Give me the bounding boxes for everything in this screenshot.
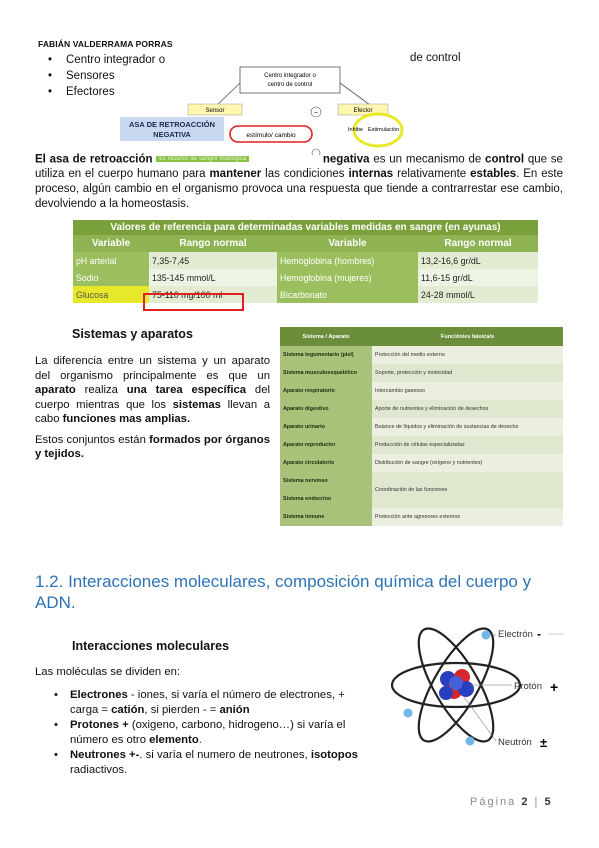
table-cell: 11,6-15 gr/dL (418, 269, 538, 286)
estimula-label: Estimulación (368, 127, 400, 133)
systems-paragraph: La diferencia entre un sistema y un aparato del organismo principalmente es que un aparato realiza una tarea específica del cuerpo mientras que los sistemas llevan a cabo funciones mas amplias. Estos conjuntos están formados por órganos y tejidos. (35, 355, 271, 460)
table-cell: 75-110 mg/100 ml (149, 286, 277, 303)
section-title: 1.2. Interacciones moleculares, composición química del cuerpo y ADN. (35, 572, 532, 612)
atom-illustration (388, 613, 568, 763)
proton-label: Protón (514, 681, 542, 692)
effector-label: Efector (353, 108, 373, 114)
list-item: • Sensores (48, 68, 165, 84)
table-row: Aparato reproductor Producción de células especializadas (280, 436, 563, 454)
neutron-sign: ± (540, 735, 548, 750)
column-header: Rango normal (149, 235, 277, 252)
table-cell: Bicarbonato (277, 286, 418, 303)
asa-label-2: NEGATIVA (153, 130, 191, 139)
glucose-highlight-box (143, 293, 244, 311)
effector-arrow (340, 83, 370, 105)
feedback-paragraph: El asa de retroacción es recurso de sangre fisiológica negativa es un mecanismo de control que se utiliza en el cuerpo humano para mantener las condiciones internas relativamente estables. En este proceso, algún cambio en el organismo provoca una respuesta que tiende a contrarrestar ese cambio, devolviendo a la homeostasis. (35, 153, 563, 210)
proton-sign: + (550, 679, 559, 695)
feedback-loop-diagram (120, 55, 410, 155)
control-center-box (240, 67, 340, 93)
author-name: FABIÁN VALDERRAMA PORRAS (38, 39, 173, 49)
table-cell: 135-145 mmol/L (149, 269, 277, 286)
reference-values-table (73, 220, 538, 303)
sensor-arrow (215, 83, 240, 107)
molecules-lead: Las moléculas se dividen en: (35, 666, 181, 678)
table-row: Aparato urinario Balance de líquidos y eliminación de sustancias de desecho (280, 418, 563, 436)
table-row (73, 269, 538, 286)
list-item: • Electrones - iones, si varía el número de electrones, + carga = catión, si pierden - = anión (52, 688, 370, 717)
page-footer: Página 2 | 5 (470, 796, 553, 808)
nucleus-icon (439, 669, 474, 700)
svg-text:−: − (313, 110, 319, 117)
list-item: • Neutrones +-. si varía el numero de neutrones, isotopos radiactivos. (52, 748, 370, 777)
electron-dot (482, 631, 491, 640)
list-item: • Centro integrador o (48, 52, 165, 68)
list-item: • Protones + (oxigeno, carbono, hidrogeno…) si varía el número es otro elemento. (52, 718, 370, 747)
column-header: Variable (277, 235, 418, 252)
table-row: Sistema endocrino (280, 490, 563, 508)
stimulus-label: estímulo/ cambio (246, 132, 296, 139)
table-cell: Hemoglobina (mujeres) (277, 269, 418, 286)
table-row: Sistema musculoesquelético Soporte, protección y motricidad (280, 364, 563, 382)
column-header: Función/es básica/s (372, 327, 563, 346)
control-center-label: Centro integrador o (264, 73, 316, 79)
table-cell: pH arterial (73, 252, 149, 269)
column-header: Rango normal (418, 235, 538, 252)
table-cell: 7,35-7,45 (149, 252, 277, 269)
table-row (73, 252, 538, 269)
table-row: Sistema inmune Protección ante agresores externos (280, 508, 563, 526)
electron-sign: - (537, 627, 541, 641)
particles-list (52, 688, 370, 778)
table-cell: 24-28 mmol/L (418, 286, 538, 303)
bullet-continuation: de control (410, 52, 461, 64)
electron-dot (404, 709, 413, 718)
table-row: Aparato circulatorio Distribución de sangre (oxígeno y nutrientes) (280, 454, 563, 472)
table-row: Sistema tegumentario (piel) Protección del medio externo (280, 346, 563, 364)
highlight-mark: es recurso de sangre fisiológica (156, 156, 249, 162)
table-cell: 13,2-16,6 gr/dL (418, 252, 538, 269)
table-cell: Hemoglobina (hombres) (277, 252, 418, 269)
table-caption: Valores de referencia para determinadas variables medidas en sangre (en ayunas) (73, 220, 538, 235)
subheading: Interacciones moleculares (72, 639, 230, 653)
neutron-label: Neutrón (498, 737, 532, 748)
table-cell: Glucosa (73, 286, 149, 303)
table-row: Sistema nervioso Coordinación de las funciones (280, 472, 563, 490)
electron-dot (466, 737, 475, 746)
asa-label: ASA DE RETROACCIÓN (129, 120, 215, 129)
systems-heading: Sistemas y aparatos (72, 327, 193, 341)
table-cell: Sodio (73, 269, 149, 286)
table-row: Aparato respiratorio Intercambio gaseoso (280, 382, 563, 400)
column-header: Sistema / Aparato (280, 327, 372, 346)
inhibe-label: Inhibe (348, 127, 363, 133)
electron-label: Electrón (498, 629, 533, 640)
column-header: Variable (73, 235, 149, 252)
sensor-label: Sensor (205, 108, 225, 114)
systems-table (280, 327, 563, 526)
control-center-label-2: centro de control (267, 82, 313, 88)
table-row: Aparato digestivo Aporte de nutrientes y eliminación de desechos (280, 400, 563, 418)
list-item: • Efectores (48, 84, 165, 100)
